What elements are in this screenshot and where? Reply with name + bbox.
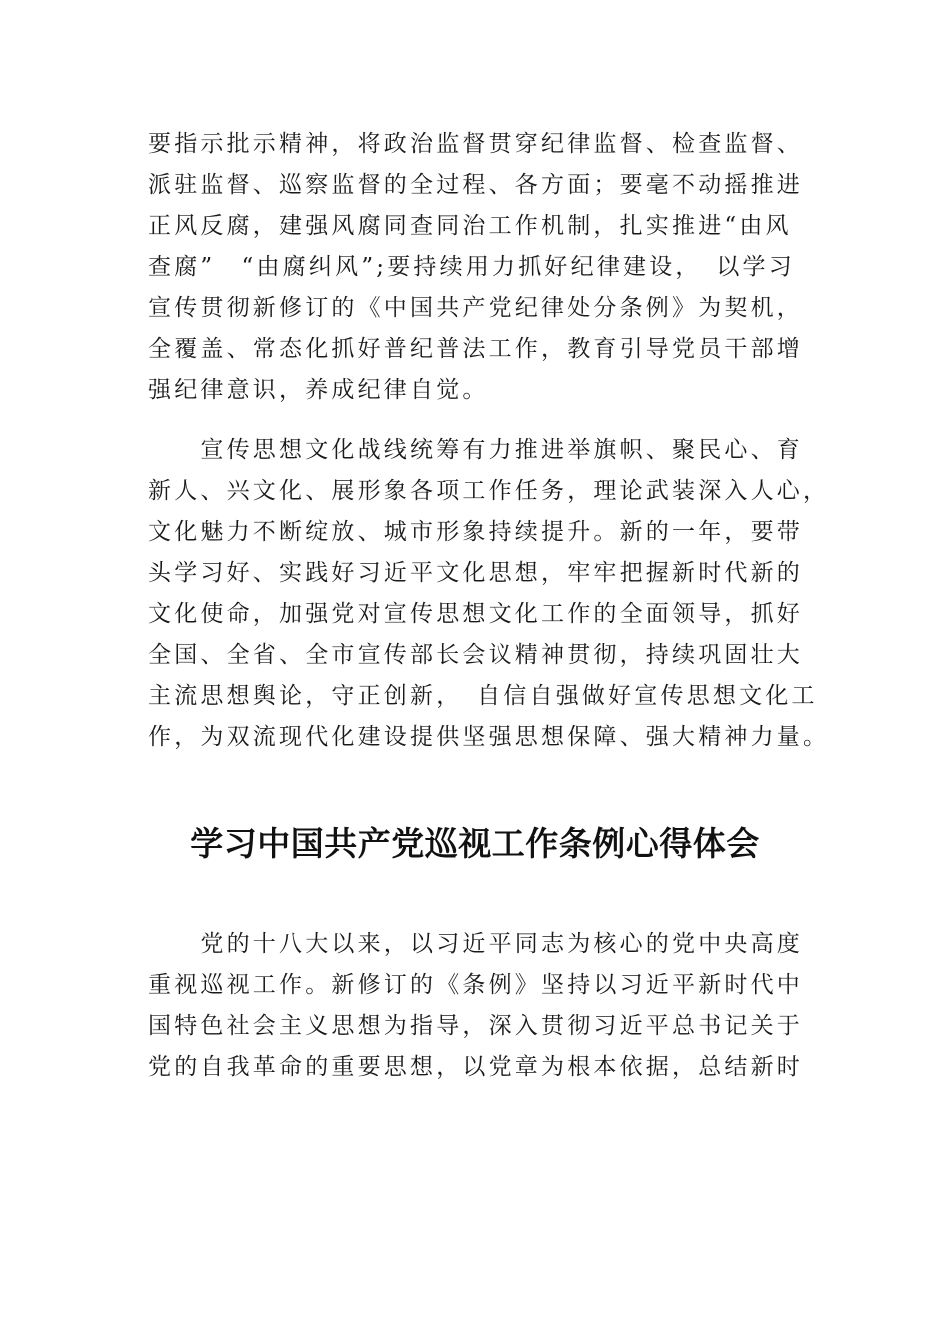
text-line: 派驻监督、巡察监督的全过程、各方面；要毫不动摇推进: [148, 172, 803, 198]
text-line: 全覆盖、常态化抓好普纪普法工作，教育引导党员干部增: [148, 336, 803, 362]
text-line: 全国、全省、全市宣传部长会议精神贯彻，持续巩固壮大: [148, 642, 803, 668]
text-line: 国特色社会主义思想为指导，深入贯彻习近平总书记关于: [148, 1013, 803, 1039]
text-line: 作，为双流现代化建设提供坚强思想保障、强大精神力量。: [148, 724, 830, 750]
text-line: 重视巡视工作。新修订的《条例》坚持以习近平新时代中: [148, 972, 803, 998]
text-line: 查腐” “由腐纠风”;要持续用力抓好纪律建设， 以学习: [148, 254, 795, 280]
paragraph-inspection: [148, 924, 838, 1088]
text-line: 头学习好、实践好习近平文化思想，牢牢把握新时代新的: [148, 560, 803, 586]
text-line: 要指示批示精神，将政治监督贯穿纪律监督、检查监督、: [148, 131, 803, 157]
text-line: 宣传贯彻新修订的《中国共产党纪律处分条例》为契机，: [148, 295, 803, 321]
text-line: 新人、兴文化、展形象各项工作任务，理论武装深入人心，: [148, 478, 830, 504]
paragraph-propaganda: [148, 430, 838, 758]
text-line: 党的十八大以来，以习近平同志为核心的党中央高度: [148, 931, 803, 957]
text-line: 文化魅力不断绽放、城市形象持续提升。新的一年，要带: [148, 519, 803, 545]
section-title: 学习中国共产党巡视工作条例心得体会: [190, 824, 760, 863]
text-line: 文化使命，加强党对宣传思想文化工作的全面领导，抓好: [148, 601, 803, 627]
text-line: 强纪律意识，养成纪律自觉。: [148, 377, 489, 403]
text-line: 宣传思想文化战线统筹有力推进举旗帜、聚民心、育: [148, 437, 803, 463]
paragraph-discipline: [148, 124, 838, 411]
text-line: 党的自我革命的重要思想，以党章为根本依据，总结新时: [148, 1054, 803, 1080]
text-line: 正风反腐，建强风腐同查同治工作机制，扎实推进“由风: [148, 213, 792, 239]
text-line: 主流思想舆论，守正创新， 自信自强做好宣传思想文化工: [148, 683, 818, 709]
